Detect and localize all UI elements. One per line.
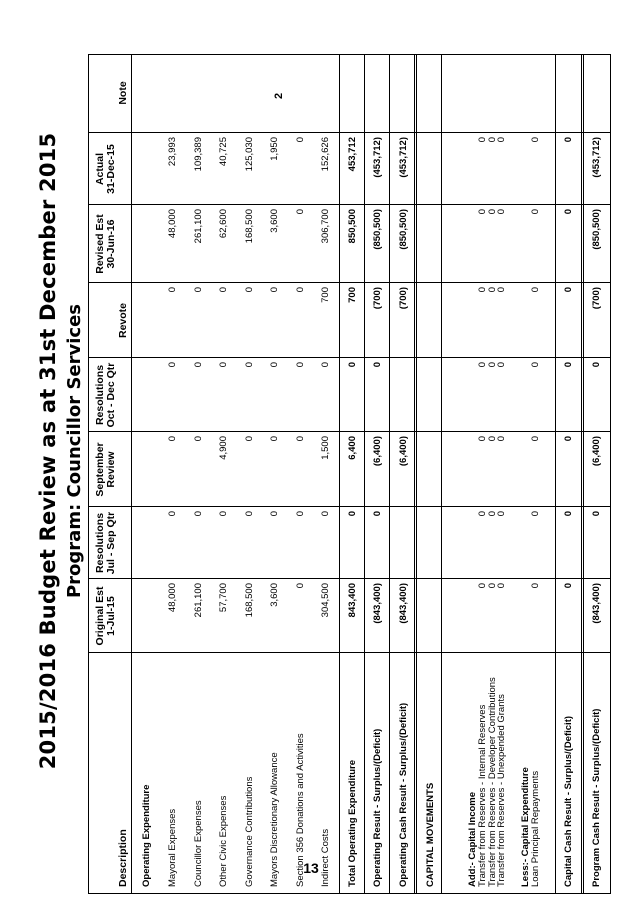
value-cell: 1,950 [269, 137, 280, 161]
value-cell: 0 [496, 511, 507, 517]
column-divider [89, 652, 610, 653]
value-cell: 23,993 [167, 137, 178, 167]
value-cell: 0 [294, 362, 306, 368]
row-description: Operating Expenditure [141, 784, 152, 887]
value-cell: 0 [347, 362, 358, 368]
value-cell: 843,400 [347, 583, 358, 618]
value-cell: 0 [563, 583, 574, 589]
row-description: Mayoral Expenses [167, 808, 178, 887]
row-description: Mayors Discretionary Allowance [269, 752, 280, 887]
value-cell: 0 [320, 511, 331, 517]
value-cell: 0 [530, 362, 541, 368]
value-cell: 0 [530, 137, 541, 143]
row-description: Indirect Costs [320, 828, 331, 887]
row-description: Section 356 Donations and Activities [294, 733, 306, 887]
value-cell: 0 [530, 583, 541, 589]
value-cell: 125,030 [243, 137, 255, 172]
value-cell: (6,400) [372, 436, 383, 467]
row-description: Capital Cash Result - Surplus/(Deficit) [563, 715, 574, 887]
value-cell: 0 [218, 511, 229, 517]
header-note: Note [117, 81, 129, 105]
value-cell: 0 [294, 209, 306, 215]
value-cell: 0 [530, 511, 541, 517]
value-cell: 0 [192, 436, 204, 442]
header-line: Revised Est [94, 214, 106, 274]
value-cell: 306,700 [320, 209, 331, 244]
row-description: Add:- Capital Income [467, 791, 478, 887]
value-cell: 0 [563, 287, 574, 293]
value-cell: (700) [398, 287, 409, 310]
value-cell: 0 [563, 511, 574, 517]
value-cell: 0 [192, 287, 204, 293]
value-cell: 0 [218, 362, 229, 368]
column-divider [89, 132, 610, 133]
value-cell: 3,600 [269, 209, 280, 233]
value-cell: (843,400) [591, 583, 602, 624]
row-description: Governance Contributions [243, 776, 255, 887]
value-cell: (453,712) [591, 137, 602, 178]
row-description: Program Cash Result - Surplus/(Deficit) [591, 708, 602, 887]
row-divider [441, 55, 442, 893]
value-cell: 0 [486, 209, 498, 215]
value-cell: (700) [372, 287, 383, 310]
header-description: Description [117, 829, 129, 887]
value-cell: 0 [167, 436, 178, 442]
header-line: Actual [94, 152, 106, 186]
row-description: Transfer from Reserves - Unexpended Grants [496, 694, 507, 887]
header-line: Jul - Sep Qtr [105, 511, 117, 575]
value-cell: 57,700 [218, 583, 229, 613]
value-cell: 0 [243, 287, 255, 293]
value-cell: 0 [192, 511, 204, 517]
row-description: CAPITAL MOVEMENTS [425, 782, 436, 887]
value-cell: 0 [563, 436, 574, 442]
header-revote: Revote [117, 303, 129, 339]
header-actual [95, 133, 117, 205]
value-cell: 0 [477, 209, 488, 215]
header-line: 30-Jun-16 [105, 219, 117, 269]
value-cell: 0 [477, 287, 488, 293]
header-line: Review [105, 451, 117, 488]
row-description: Transfer from Reserves - Internal Reserves [477, 704, 488, 887]
value-cell: 0 [320, 362, 331, 368]
page-number: 13 [303, 860, 319, 877]
value-cell: 850,500 [347, 209, 358, 244]
column-divider [89, 282, 610, 283]
value-cell: 168,500 [243, 209, 255, 244]
value-cell: 700 [320, 287, 331, 303]
value-cell: 0 [591, 362, 602, 368]
row-divider [364, 55, 365, 893]
value-cell: 0 [477, 583, 488, 589]
header-divider [131, 55, 132, 893]
value-cell: (6,400) [398, 436, 409, 467]
header-res-jul-sep [95, 507, 117, 579]
value-cell: 0 [486, 436, 498, 442]
value-cell: 48,000 [167, 209, 178, 239]
value-cell: 0 [269, 287, 280, 293]
header-line: Resolutions [94, 512, 106, 574]
value-cell: 0 [269, 511, 280, 517]
value-cell: 0 [294, 287, 306, 293]
value-cell: (6,400) [591, 436, 602, 467]
value-cell: 152,626 [320, 137, 331, 172]
value-cell: (453,712) [398, 137, 409, 178]
value-cell: 0 [167, 511, 178, 517]
value-cell: 4,900 [218, 436, 229, 460]
column-divider [89, 431, 610, 432]
value-cell: 0 [496, 209, 507, 215]
header-line: 31-Dec-15 [105, 144, 117, 194]
value-cell: 0 [496, 137, 507, 143]
value-cell: (843,400) [398, 583, 409, 624]
header-original-est [95, 579, 117, 653]
row-description: Transfer from Reserves - Developer Contributions [486, 677, 498, 887]
value-cell: 0 [218, 287, 229, 293]
page-title: 2015/2016 Budget Review as at 31st December 2015 [36, 132, 60, 770]
value-cell: 0 [563, 137, 574, 143]
value-cell: 0 [167, 362, 178, 368]
value-cell: 1,500 [320, 436, 331, 460]
value-cell: 0 [477, 362, 488, 368]
value-cell: 0 [294, 436, 306, 442]
value-cell: 0 [486, 287, 498, 293]
header-september-review [95, 432, 117, 507]
row-description: Other Civic Expenses [218, 795, 229, 887]
value-cell: 0 [530, 436, 541, 442]
header-line: 1-Jul-15 [105, 596, 117, 636]
value-cell: (843,400) [372, 583, 383, 624]
value-cell: 0 [486, 511, 498, 517]
value-cell: (850,500) [372, 209, 383, 250]
value-cell: 0 [243, 511, 255, 517]
value-cell: 0 [563, 209, 574, 215]
value-cell: 0 [486, 362, 498, 368]
row-divider [555, 55, 556, 893]
row-divider [339, 55, 340, 893]
value-cell: 0 [563, 362, 574, 368]
value-cell: 261,100 [192, 583, 204, 618]
value-cell: 0 [294, 137, 306, 143]
value-cell: 700 [347, 287, 358, 303]
value-cell: 0 [294, 583, 306, 589]
value-cell: (850,500) [398, 209, 409, 250]
value-cell: 0 [486, 137, 498, 143]
value-cell: 0 [486, 583, 498, 589]
value-cell: 0 [294, 511, 306, 517]
value-cell: 168,500 [243, 583, 255, 618]
value-cell: 0 [372, 362, 383, 368]
double-divider [414, 55, 417, 893]
value-cell: 0 [496, 287, 507, 293]
value-cell: (850,500) [591, 209, 602, 250]
header-line: September [94, 442, 106, 497]
program-title: Program: Councillor Services [64, 304, 85, 599]
value-cell: 261,100 [192, 209, 204, 244]
value-cell: 0 [477, 436, 488, 442]
value-cell: 40,725 [218, 137, 229, 167]
header-line: Oct - Dec Qtr [105, 362, 117, 428]
header-res-oct-dec [95, 358, 117, 432]
value-cell: 62,600 [218, 209, 229, 239]
value-cell: 0 [496, 436, 507, 442]
row-description: Councillor Expenses [192, 800, 204, 887]
value-cell: 0 [496, 362, 507, 368]
value-cell: 0 [192, 362, 204, 368]
value-cell: 0 [243, 362, 255, 368]
note-reference: 2 [272, 92, 285, 99]
value-cell: 304,500 [320, 583, 331, 618]
header-revised-est [95, 205, 117, 283]
row-description: Operating Cash Result - Surplus/(Deficit) [398, 702, 409, 887]
value-cell: 0 [530, 209, 541, 215]
value-cell: 0 [496, 583, 507, 589]
value-cell: 0 [347, 511, 358, 517]
budget-table [88, 54, 611, 894]
row-description: Less:- Capital Expenditure [520, 767, 531, 887]
row-description: Loan Principal Repayments [530, 770, 541, 887]
row-divider [389, 55, 390, 893]
value-cell: 0 [269, 362, 280, 368]
value-cell: 0 [591, 511, 602, 517]
value-cell: 0 [243, 436, 255, 442]
value-cell: 0 [269, 436, 280, 442]
column-divider [89, 506, 610, 507]
column-divider [89, 357, 610, 358]
value-cell: 3,600 [269, 583, 280, 607]
value-cell: 48,000 [167, 583, 178, 613]
value-cell: 0 [372, 511, 383, 517]
value-cell: (453,712) [372, 137, 383, 178]
value-cell: 0 [530, 287, 541, 293]
value-cell: 453,712 [347, 137, 358, 172]
header-line: Original Est [94, 586, 106, 646]
header-line: Resolutions [94, 364, 106, 426]
value-cell: 109,389 [192, 137, 204, 172]
value-cell: 6,400 [347, 436, 358, 460]
value-cell: 0 [167, 287, 178, 293]
value-cell: (700) [591, 287, 602, 310]
double-divider [581, 55, 584, 893]
row-description: Total Operating Expenditure [347, 759, 358, 887]
value-cell: 0 [477, 511, 488, 517]
row-description: Operating Result - Surplus/(Deficit) [372, 728, 383, 887]
value-cell: 0 [477, 137, 488, 143]
